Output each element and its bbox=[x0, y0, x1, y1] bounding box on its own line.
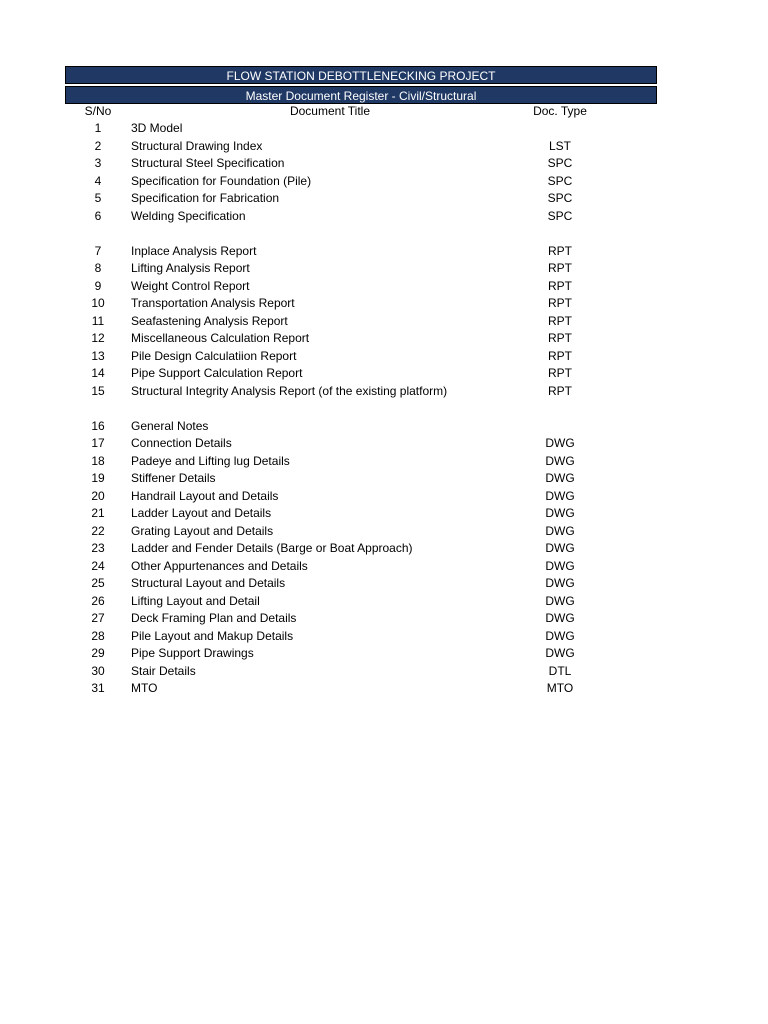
doc-type-cell: RPT bbox=[548, 261, 572, 275]
document-title-cell: Pipe Support Calculation Report bbox=[131, 366, 303, 380]
register-title-banner: Master Document Register - Civil/Structural bbox=[65, 86, 657, 104]
document-title-cell: Welding Specification bbox=[131, 208, 246, 223]
table-row bbox=[65, 348, 657, 366]
document-title-cell: Lifting Layout and Detail bbox=[131, 593, 260, 608]
table-row bbox=[65, 558, 657, 576]
doc-type-cell: MTO bbox=[546, 681, 574, 695]
table-row bbox=[65, 575, 657, 593]
doc-type-cell: SPC bbox=[547, 156, 573, 170]
blank-row bbox=[65, 400, 657, 418]
doc-type-cell: RPT bbox=[548, 331, 572, 345]
document-title-cell: Other Appurtenances and Details bbox=[131, 558, 308, 573]
sno-cell: 22 bbox=[91, 523, 105, 538]
sno-cell: 18 bbox=[91, 453, 105, 468]
sno-cell: 5 bbox=[94, 191, 102, 205]
doc-type-cell: LST bbox=[548, 138, 571, 153]
table-row bbox=[65, 523, 657, 541]
table-row bbox=[65, 243, 657, 261]
table-row bbox=[65, 365, 657, 383]
table-row bbox=[65, 453, 657, 471]
document-title-cell: Padeye and Lifting lug Details bbox=[131, 453, 290, 468]
sno-cell: 26 bbox=[91, 593, 105, 608]
table-row bbox=[65, 330, 657, 348]
document-title-cell: Seafastening Analysis Report bbox=[131, 313, 288, 328]
document-title-cell: Stiffener Details bbox=[131, 471, 216, 485]
doc-type-cell: RPT bbox=[548, 366, 572, 380]
doc-type-cell: RPT bbox=[548, 313, 572, 328]
sno-cell: 10 bbox=[91, 296, 105, 310]
doc-type-cell: RPT bbox=[548, 296, 572, 310]
table-row bbox=[65, 260, 657, 278]
doc-type-cell: DWG bbox=[545, 628, 575, 643]
document-title-cell: Ladder and Fender Details (Barge or Boat Approach) bbox=[131, 541, 413, 555]
document-title-cell: Pipe Support Drawings bbox=[131, 646, 254, 660]
document-title-cell: MTO bbox=[131, 681, 158, 695]
table-header-row bbox=[65, 103, 657, 120]
table-row bbox=[65, 313, 657, 331]
document-title-cell: Connection Details bbox=[131, 436, 232, 450]
table-row bbox=[65, 628, 657, 646]
sno-cell: 7 bbox=[94, 243, 102, 258]
doc-type-cell: DWG bbox=[545, 576, 575, 590]
table-row bbox=[65, 155, 657, 173]
project-title-banner: FLOW STATION DEBOTTLENECKING PROJECT bbox=[65, 66, 657, 84]
table-row bbox=[65, 120, 657, 138]
doc-type-cell: RPT bbox=[548, 243, 572, 258]
doc-type-cell: DWG bbox=[545, 453, 575, 468]
document-title-cell: Specification for Foundation (Pile) bbox=[131, 173, 312, 188]
sno-cell: 23 bbox=[91, 541, 105, 555]
sno-cell: 3 bbox=[94, 156, 102, 170]
doc-type-cell: SPC bbox=[547, 208, 573, 223]
document-register-table bbox=[65, 120, 657, 698]
sno-cell: 13 bbox=[91, 348, 105, 363]
document-title-cell: Transportation Analysis Report bbox=[131, 296, 295, 310]
doc-type-cell: DTL bbox=[548, 663, 572, 678]
document-title-cell: Handrail Layout and Details bbox=[131, 488, 279, 503]
table-row bbox=[65, 680, 657, 698]
doc-type-cell: RPT bbox=[548, 383, 572, 398]
sno-cell: 4 bbox=[94, 173, 102, 188]
doc-type-cell: DWG bbox=[545, 436, 575, 450]
doc-type-cell: DWG bbox=[545, 646, 575, 660]
doc-type-cell: DWG bbox=[545, 558, 575, 573]
doc-type-cell: DWG bbox=[545, 471, 575, 485]
sno-cell: 24 bbox=[91, 558, 105, 573]
sno-cell: 28 bbox=[91, 628, 105, 643]
document-title-cell: Pile Design Calculatiion Report bbox=[131, 348, 297, 363]
sno-cell: 6 bbox=[94, 208, 102, 223]
sno-cell: 2 bbox=[94, 138, 102, 153]
table-row bbox=[65, 208, 657, 226]
table-row bbox=[65, 505, 657, 523]
sno-cell: 15 bbox=[91, 383, 105, 398]
document-title-cell: Ladder Layout and Details bbox=[131, 506, 272, 520]
sno-cell: 25 bbox=[91, 576, 105, 590]
sno-cell: 14 bbox=[91, 366, 105, 380]
document-title-cell: Weight Control Report bbox=[131, 278, 250, 293]
sno-cell: 17 bbox=[91, 436, 105, 450]
document-title-cell: Stair Details bbox=[131, 663, 196, 678]
document-title-cell: Structural Integrity Analysis Report (of the existing platform) bbox=[131, 383, 448, 398]
document-title-cell: Structural Drawing Index bbox=[131, 138, 263, 153]
doc-type-cell: SPC bbox=[547, 173, 573, 188]
table-row bbox=[65, 418, 657, 436]
document-title-cell: Structural Layout and Details bbox=[131, 576, 286, 590]
doc-type-cell: DWG bbox=[545, 506, 575, 520]
sno-cell: 27 bbox=[91, 611, 105, 625]
doc-type-cell: DWG bbox=[545, 541, 575, 555]
table-row bbox=[65, 645, 657, 663]
sno-cell: 29 bbox=[91, 646, 105, 660]
table-row bbox=[65, 383, 657, 401]
document-title-cell: Pile Layout and Makup Details bbox=[131, 628, 294, 643]
doc-type-cell: DWG bbox=[545, 611, 575, 625]
doc-type-cell: SPC bbox=[547, 191, 573, 205]
sno-cell: 8 bbox=[94, 261, 102, 275]
document-title-cell: Lifting Analysis Report bbox=[131, 261, 250, 275]
doc-type-cell: DWG bbox=[545, 593, 575, 608]
document-title-cell: Grating Layout and Details bbox=[131, 523, 274, 538]
doc-type-cell: DWG bbox=[545, 488, 575, 503]
table-row bbox=[65, 488, 657, 506]
document-title-cell: Inplace Analysis Report bbox=[131, 243, 257, 258]
sno-cell: 16 bbox=[91, 418, 105, 433]
sno-cell: 19 bbox=[91, 471, 105, 485]
table-row bbox=[65, 663, 657, 681]
document-title-column-header: Document Title bbox=[289, 104, 371, 118]
sno-cell: 1 bbox=[94, 121, 102, 135]
table-row bbox=[65, 173, 657, 191]
sno-cell: 11 bbox=[91, 313, 105, 328]
document-title-cell: Specification for Fabrication bbox=[131, 191, 280, 205]
table-row bbox=[65, 278, 657, 296]
document-title-cell: Structural Steel Specification bbox=[131, 156, 285, 170]
document-title-cell: General Notes bbox=[131, 418, 209, 433]
table-row bbox=[65, 470, 657, 488]
doc-type-column-header: Doc. Type bbox=[533, 104, 587, 118]
blank-row bbox=[65, 225, 657, 243]
sno-column-header: S/No bbox=[84, 104, 112, 118]
sno-cell: 9 bbox=[94, 278, 102, 293]
document-title-cell: 3D Model bbox=[131, 121, 183, 135]
table-row bbox=[65, 138, 657, 156]
doc-type-cell: DWG bbox=[545, 523, 575, 538]
table-row bbox=[65, 540, 657, 558]
table-row bbox=[65, 593, 657, 611]
sno-cell: 20 bbox=[91, 488, 105, 503]
sno-cell: 31 bbox=[91, 681, 105, 695]
document-title-cell: Deck Framing Plan and Details bbox=[131, 611, 297, 625]
sno-cell: 21 bbox=[91, 506, 105, 520]
document-title-cell: Miscellaneous Calculation Report bbox=[131, 331, 310, 345]
table-row bbox=[65, 610, 657, 628]
sno-cell: 30 bbox=[91, 663, 105, 678]
table-row bbox=[65, 295, 657, 313]
table-row bbox=[65, 435, 657, 453]
sno-cell: 12 bbox=[91, 331, 105, 345]
doc-type-cell: RPT bbox=[548, 278, 572, 293]
table-row bbox=[65, 190, 657, 208]
doc-type-cell: RPT bbox=[548, 348, 572, 363]
